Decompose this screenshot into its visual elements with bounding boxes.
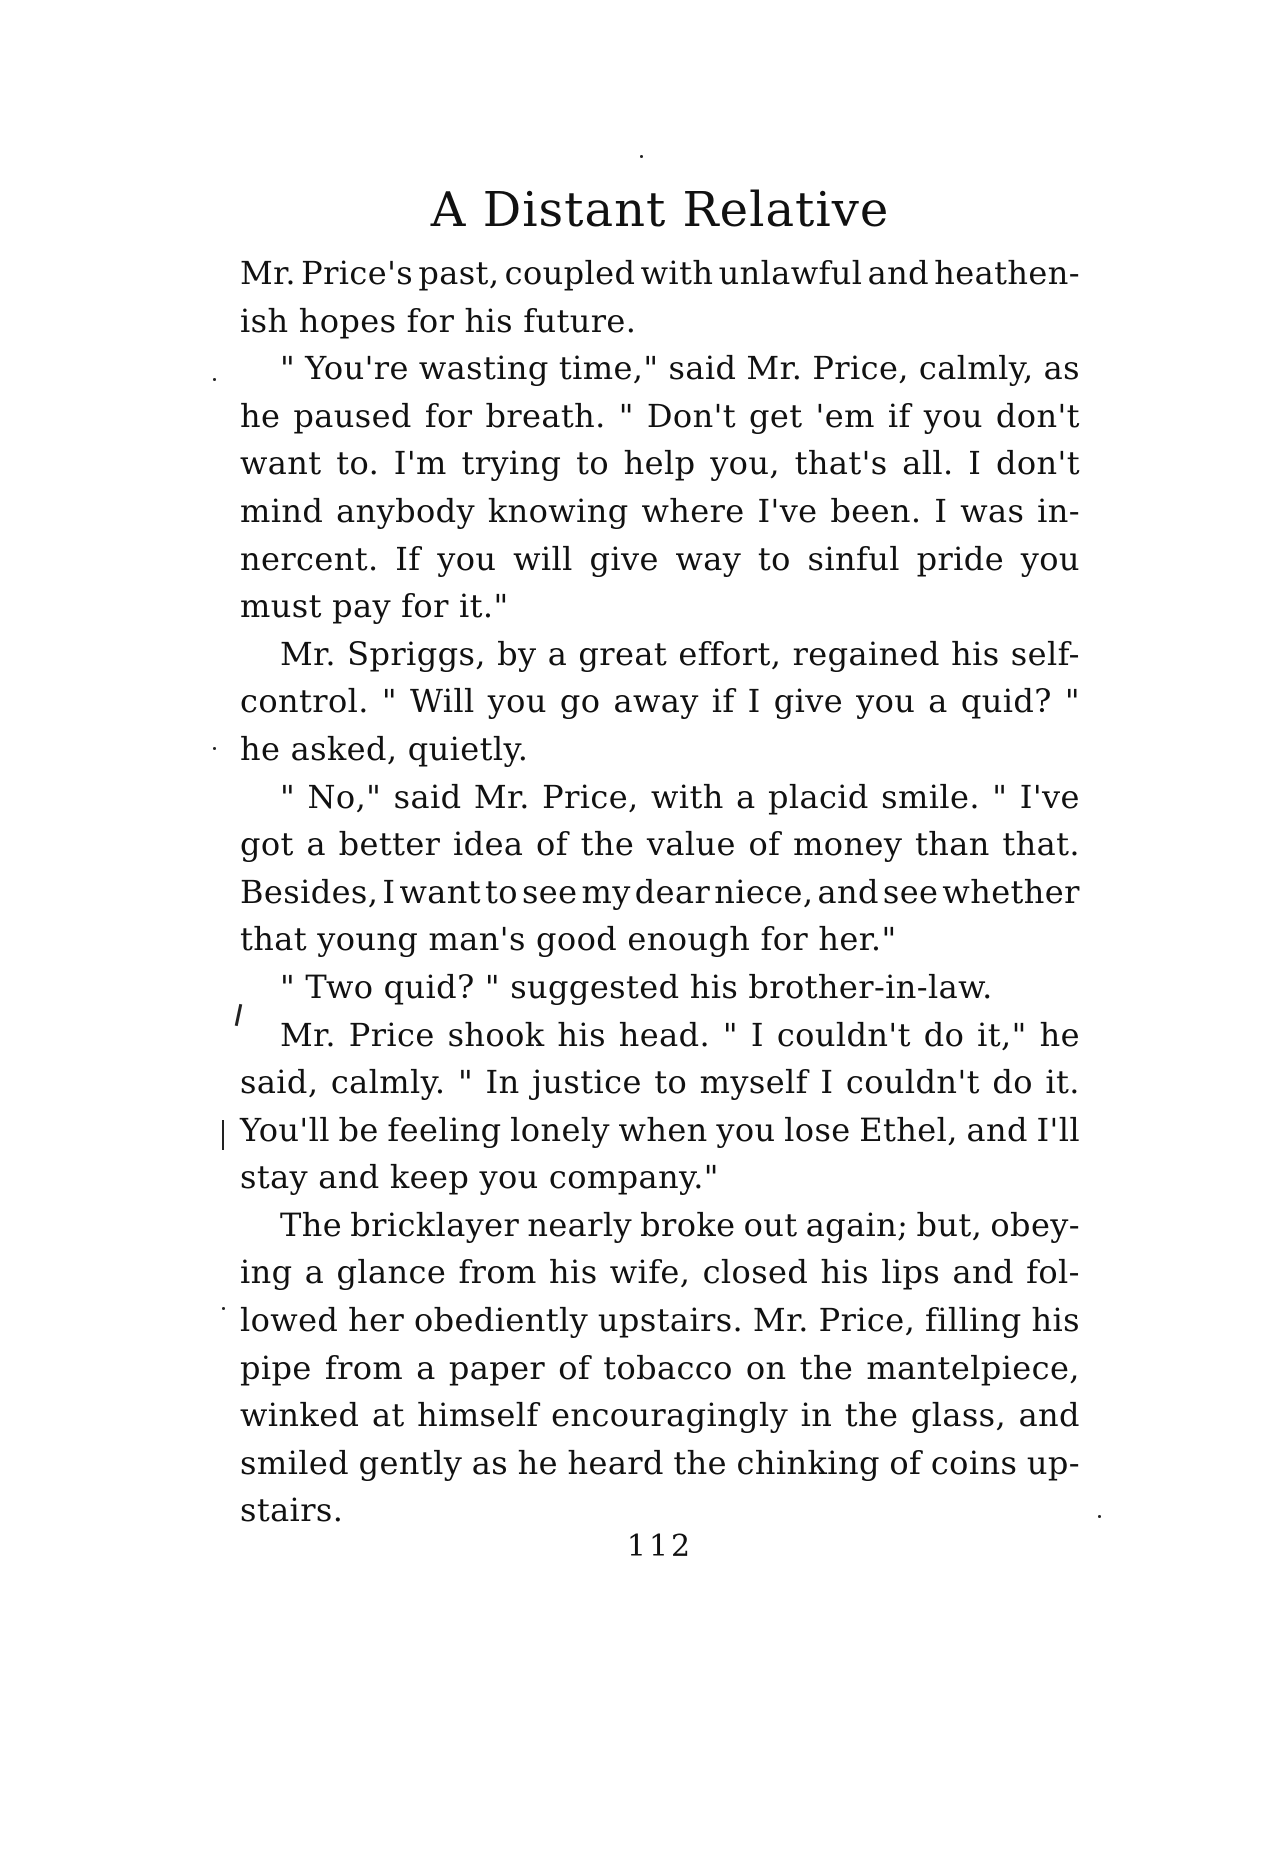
word: you: [437, 539, 497, 578]
word: got: [240, 825, 294, 864]
text-line: [240, 1107, 1080, 1155]
word: the: [844, 1396, 899, 1435]
word: for: [760, 920, 809, 959]
word: you: [479, 1158, 539, 1197]
word: heathen-: [934, 254, 1080, 292]
word: knowing: [487, 491, 629, 530]
word: glance: [336, 1253, 447, 1292]
word: head.: [618, 1015, 711, 1054]
word: away: [613, 682, 699, 721]
word: keep: [389, 1158, 470, 1197]
word: want: [399, 872, 481, 911]
word: his: [557, 1015, 606, 1054]
word: gently: [358, 1443, 463, 1482]
word: by: [497, 634, 537, 673]
word: my: [581, 872, 631, 911]
text-line: [240, 678, 1080, 726]
text-line: [240, 488, 1080, 536]
word: his: [951, 634, 1000, 673]
word: and: [817, 872, 879, 911]
scan-speck: [213, 378, 216, 381]
word: to: [757, 539, 791, 578]
word: go: [559, 682, 601, 721]
word: Besides,: [240, 872, 379, 911]
word: ": [992, 777, 1008, 816]
word: winked: [240, 1396, 360, 1435]
word: and: [1018, 1396, 1080, 1435]
word: a: [306, 825, 326, 864]
word: help: [623, 444, 696, 483]
word: effort,: [678, 634, 782, 673]
word: Mr.: [473, 777, 530, 816]
word: see: [882, 872, 939, 911]
word: than: [914, 825, 990, 864]
word: you: [1020, 539, 1080, 578]
word: heard: [567, 1443, 664, 1482]
word: all.: [902, 444, 954, 483]
text-line: [240, 250, 1080, 298]
word: quietly.: [407, 729, 529, 768]
word: idea: [453, 825, 524, 864]
word: chinking: [736, 1443, 880, 1482]
text-line: [240, 1392, 1080, 1440]
word: tobacco: [603, 1348, 733, 1387]
word: breath.: [485, 396, 606, 435]
word: in: [800, 1396, 833, 1435]
word: he: [517, 1443, 558, 1482]
running-head: A Distant Relative: [430, 182, 890, 238]
word: I: [747, 682, 761, 721]
word: of: [748, 825, 781, 864]
word: where: [641, 491, 745, 530]
word: ing: [240, 1253, 293, 1292]
word: dear: [634, 872, 711, 911]
word: ": [280, 967, 296, 1006]
word: quid?: [960, 682, 1052, 721]
word: that: [240, 920, 308, 959]
word: past,: [418, 254, 500, 292]
word: he: [1039, 1015, 1080, 1054]
word: a: [547, 634, 568, 673]
word: when: [618, 1110, 708, 1149]
word: brother-in-law.: [748, 967, 993, 1006]
word: company.": [548, 1158, 719, 1197]
word: I: [750, 1015, 764, 1054]
word: Price,: [818, 1301, 916, 1340]
margin-mark: [222, 1120, 224, 1150]
text-line: [240, 1249, 1080, 1297]
word: Mr.: [280, 634, 336, 673]
word: self-: [1010, 634, 1080, 673]
word: ish: [240, 301, 289, 340]
word: that's: [794, 444, 888, 483]
word: ": [280, 349, 296, 388]
word: better: [338, 825, 441, 864]
word: niece,: [714, 872, 814, 911]
word: paused: [293, 396, 412, 435]
word: you,: [710, 444, 780, 483]
word: pride: [916, 539, 1005, 578]
word: his: [820, 1253, 869, 1292]
word: nearly: [527, 1205, 632, 1244]
word: Price,: [542, 777, 639, 816]
word: good: [536, 920, 618, 959]
word: I: [382, 872, 396, 911]
word: out: [743, 1205, 798, 1244]
word: pay: [332, 587, 391, 626]
word: his: [549, 1253, 598, 1292]
text-line: [240, 964, 1080, 1012]
word: don't: [995, 444, 1080, 483]
word: I'm: [393, 444, 447, 483]
word: upstairs.: [597, 1301, 744, 1340]
word: the: [673, 1443, 728, 1482]
word: of: [889, 1443, 922, 1482]
word: his: [689, 967, 739, 1006]
word: again;: [805, 1205, 909, 1244]
word: as: [1043, 349, 1080, 388]
word: Don't: [646, 396, 737, 435]
word: anybody: [336, 491, 475, 530]
word: I: [934, 491, 948, 530]
word: hopes: [298, 301, 397, 340]
text-line: [240, 1012, 1080, 1060]
word: for: [406, 301, 455, 340]
word: you: [487, 682, 547, 721]
word: I: [820, 1063, 834, 1102]
word: you: [856, 682, 916, 721]
word: nercent.: [240, 539, 379, 578]
word: lowed: [240, 1301, 339, 1340]
word: glass,: [910, 1396, 1007, 1435]
word: you: [923, 396, 983, 435]
word: shook: [447, 1015, 545, 1054]
word: of: [558, 1348, 591, 1387]
word: to.: [336, 444, 380, 483]
word: he: [240, 729, 281, 768]
word: encouragingly: [551, 1396, 789, 1435]
word: a: [736, 777, 756, 816]
word: couldn't: [776, 1015, 911, 1054]
word: lips: [881, 1253, 941, 1292]
word: to: [654, 1063, 688, 1102]
word: time,": [558, 349, 659, 388]
word: ": [381, 682, 397, 721]
page-number: 112: [626, 1529, 694, 1564]
word: it.": [459, 587, 509, 626]
word: suggested: [510, 967, 680, 1006]
word: Mr.: [746, 349, 803, 388]
word: value: [646, 825, 736, 864]
word: his: [1031, 1301, 1080, 1340]
word: in-: [1037, 491, 1080, 530]
text-line: [240, 1202, 1080, 1250]
text-line: [240, 1059, 1080, 1107]
word: ": [280, 777, 296, 816]
word: do: [923, 1015, 965, 1054]
word: bricklayer: [350, 1205, 520, 1244]
word: enough: [627, 920, 751, 959]
text-line: [240, 774, 1080, 822]
word: lose: [784, 1110, 851, 1149]
scan-speck: [640, 155, 643, 158]
word: to: [576, 444, 609, 483]
word: placid: [767, 777, 869, 816]
word: money: [793, 825, 903, 864]
word: said: [668, 349, 737, 388]
word: Mr.: [240, 254, 296, 292]
word: justice: [532, 1063, 642, 1102]
word: control.: [240, 682, 369, 721]
word: Mr.: [280, 1015, 336, 1054]
text-line: [240, 821, 1080, 869]
text-line: [240, 536, 1080, 584]
word: You're: [305, 349, 409, 388]
word: stay: [240, 1158, 309, 1197]
word: with: [640, 254, 714, 292]
word: and: [952, 1253, 1014, 1292]
word: great: [578, 634, 668, 673]
word: Two: [305, 967, 374, 1006]
word: you: [716, 1110, 776, 1149]
word: give: [589, 539, 659, 578]
word: future.: [523, 301, 637, 340]
word: wasting: [418, 349, 549, 388]
word: get: [749, 396, 803, 435]
word: a: [928, 682, 948, 721]
word: her: [348, 1301, 405, 1340]
word: and: [867, 254, 930, 292]
word: said,: [240, 1063, 319, 1102]
word: it,": [977, 1015, 1027, 1054]
word: for: [401, 587, 449, 626]
word: asked,: [290, 729, 398, 768]
word: ": [1064, 682, 1080, 721]
text-line: [240, 1440, 1080, 1488]
word: but,: [916, 1205, 983, 1244]
word: young: [317, 920, 419, 959]
text-line: [240, 916, 1080, 964]
word: must: [240, 587, 322, 626]
word: paper: [448, 1348, 546, 1387]
word: calmly,: [918, 349, 1034, 388]
word: give: [773, 682, 844, 721]
word: that.: [1002, 825, 1080, 864]
word: and: [966, 1110, 1028, 1149]
word: the: [580, 825, 635, 864]
body-text: [240, 250, 1080, 1535]
text-line: [240, 631, 1080, 679]
word: Ethel,: [859, 1110, 958, 1149]
word: if: [711, 682, 735, 721]
word: wife,: [609, 1253, 691, 1292]
word: been.: [830, 491, 922, 530]
word: I'll: [1036, 1110, 1080, 1149]
word: it.: [1045, 1063, 1080, 1102]
word: myself: [699, 1063, 808, 1102]
text-line: [240, 1154, 1080, 1202]
word: obey-: [990, 1205, 1080, 1244]
word: fol-: [1026, 1253, 1080, 1292]
word: couldn't: [845, 1063, 980, 1102]
word: Spriggs,: [347, 634, 486, 673]
word: smiled: [240, 1443, 350, 1482]
word: ": [722, 1015, 739, 1054]
word: obediently: [413, 1301, 589, 1340]
word: was: [960, 491, 1025, 530]
text-line: [240, 345, 1080, 393]
word: filling: [924, 1301, 1022, 1340]
text-line: [240, 1345, 1080, 1393]
word: No,": [307, 777, 382, 816]
word: to: [485, 872, 518, 911]
word: said: [393, 777, 462, 816]
word: and: [318, 1158, 380, 1197]
word: see: [521, 872, 578, 911]
word: if: [887, 396, 911, 435]
word: stairs.: [240, 1491, 344, 1530]
word: ": [457, 1063, 474, 1102]
word: unlawful: [718, 254, 863, 292]
word: from: [324, 1348, 404, 1387]
text-line: [240, 869, 1080, 917]
word: from: [458, 1253, 537, 1292]
word: regained: [792, 634, 940, 673]
word: pipe: [240, 1348, 312, 1387]
word: coupled: [504, 254, 636, 292]
text-line: [240, 440, 1080, 488]
text-line: [240, 393, 1080, 441]
word: mind: [240, 491, 324, 530]
word: broke: [640, 1205, 736, 1244]
scan-speck: [1098, 1515, 1101, 1518]
word: for: [424, 396, 473, 435]
word: In: [485, 1063, 520, 1102]
text-line: [240, 726, 1080, 774]
word: sinful: [807, 539, 900, 578]
word: her.": [818, 920, 897, 959]
word: don't: [995, 396, 1080, 435]
word: Will: [410, 682, 475, 721]
word: with: [651, 777, 724, 816]
word: a: [304, 1253, 325, 1292]
word: closed: [702, 1253, 809, 1292]
word: whether: [942, 872, 1080, 911]
word: man's: [428, 920, 526, 959]
word: Price's: [301, 254, 414, 292]
word: he: [240, 396, 281, 435]
word: want: [240, 444, 322, 483]
text-line: [240, 583, 1080, 631]
word: Price,: [812, 349, 909, 388]
word: of: [536, 825, 568, 864]
word: If: [395, 539, 421, 578]
word: ": [484, 967, 500, 1006]
word: coins: [930, 1443, 1018, 1482]
word: I've: [1019, 777, 1080, 816]
word: lonely: [510, 1110, 610, 1149]
word: be: [338, 1110, 379, 1149]
word: the: [799, 1348, 854, 1387]
word: trying: [461, 444, 562, 483]
word: calmly.: [330, 1063, 446, 1102]
word: You'll: [240, 1110, 330, 1149]
word: I've: [757, 491, 818, 530]
word: Price: [348, 1015, 435, 1054]
word: I: [968, 444, 982, 483]
scan-speck: [222, 1307, 225, 1310]
word: Mr.: [752, 1301, 809, 1340]
text-line: [240, 298, 1080, 346]
word: feeling: [387, 1110, 502, 1149]
word: at: [371, 1396, 405, 1435]
word: smile.: [881, 777, 980, 816]
word: will: [513, 539, 573, 578]
word: 'em: [815, 396, 875, 435]
word: on: [745, 1348, 787, 1387]
scan-speck: [213, 747, 216, 750]
word: mantelpiece,: [866, 1348, 1080, 1387]
word: way: [675, 539, 742, 578]
word: do: [992, 1063, 1033, 1102]
word: ": [618, 396, 634, 435]
word: a: [416, 1348, 436, 1387]
word: himself: [417, 1396, 539, 1435]
word: his: [464, 301, 513, 340]
word: The: [280, 1205, 343, 1244]
word: quid?: [383, 967, 475, 1006]
word: as: [471, 1443, 509, 1482]
word: up-: [1026, 1443, 1080, 1482]
text-line: [240, 1297, 1080, 1345]
